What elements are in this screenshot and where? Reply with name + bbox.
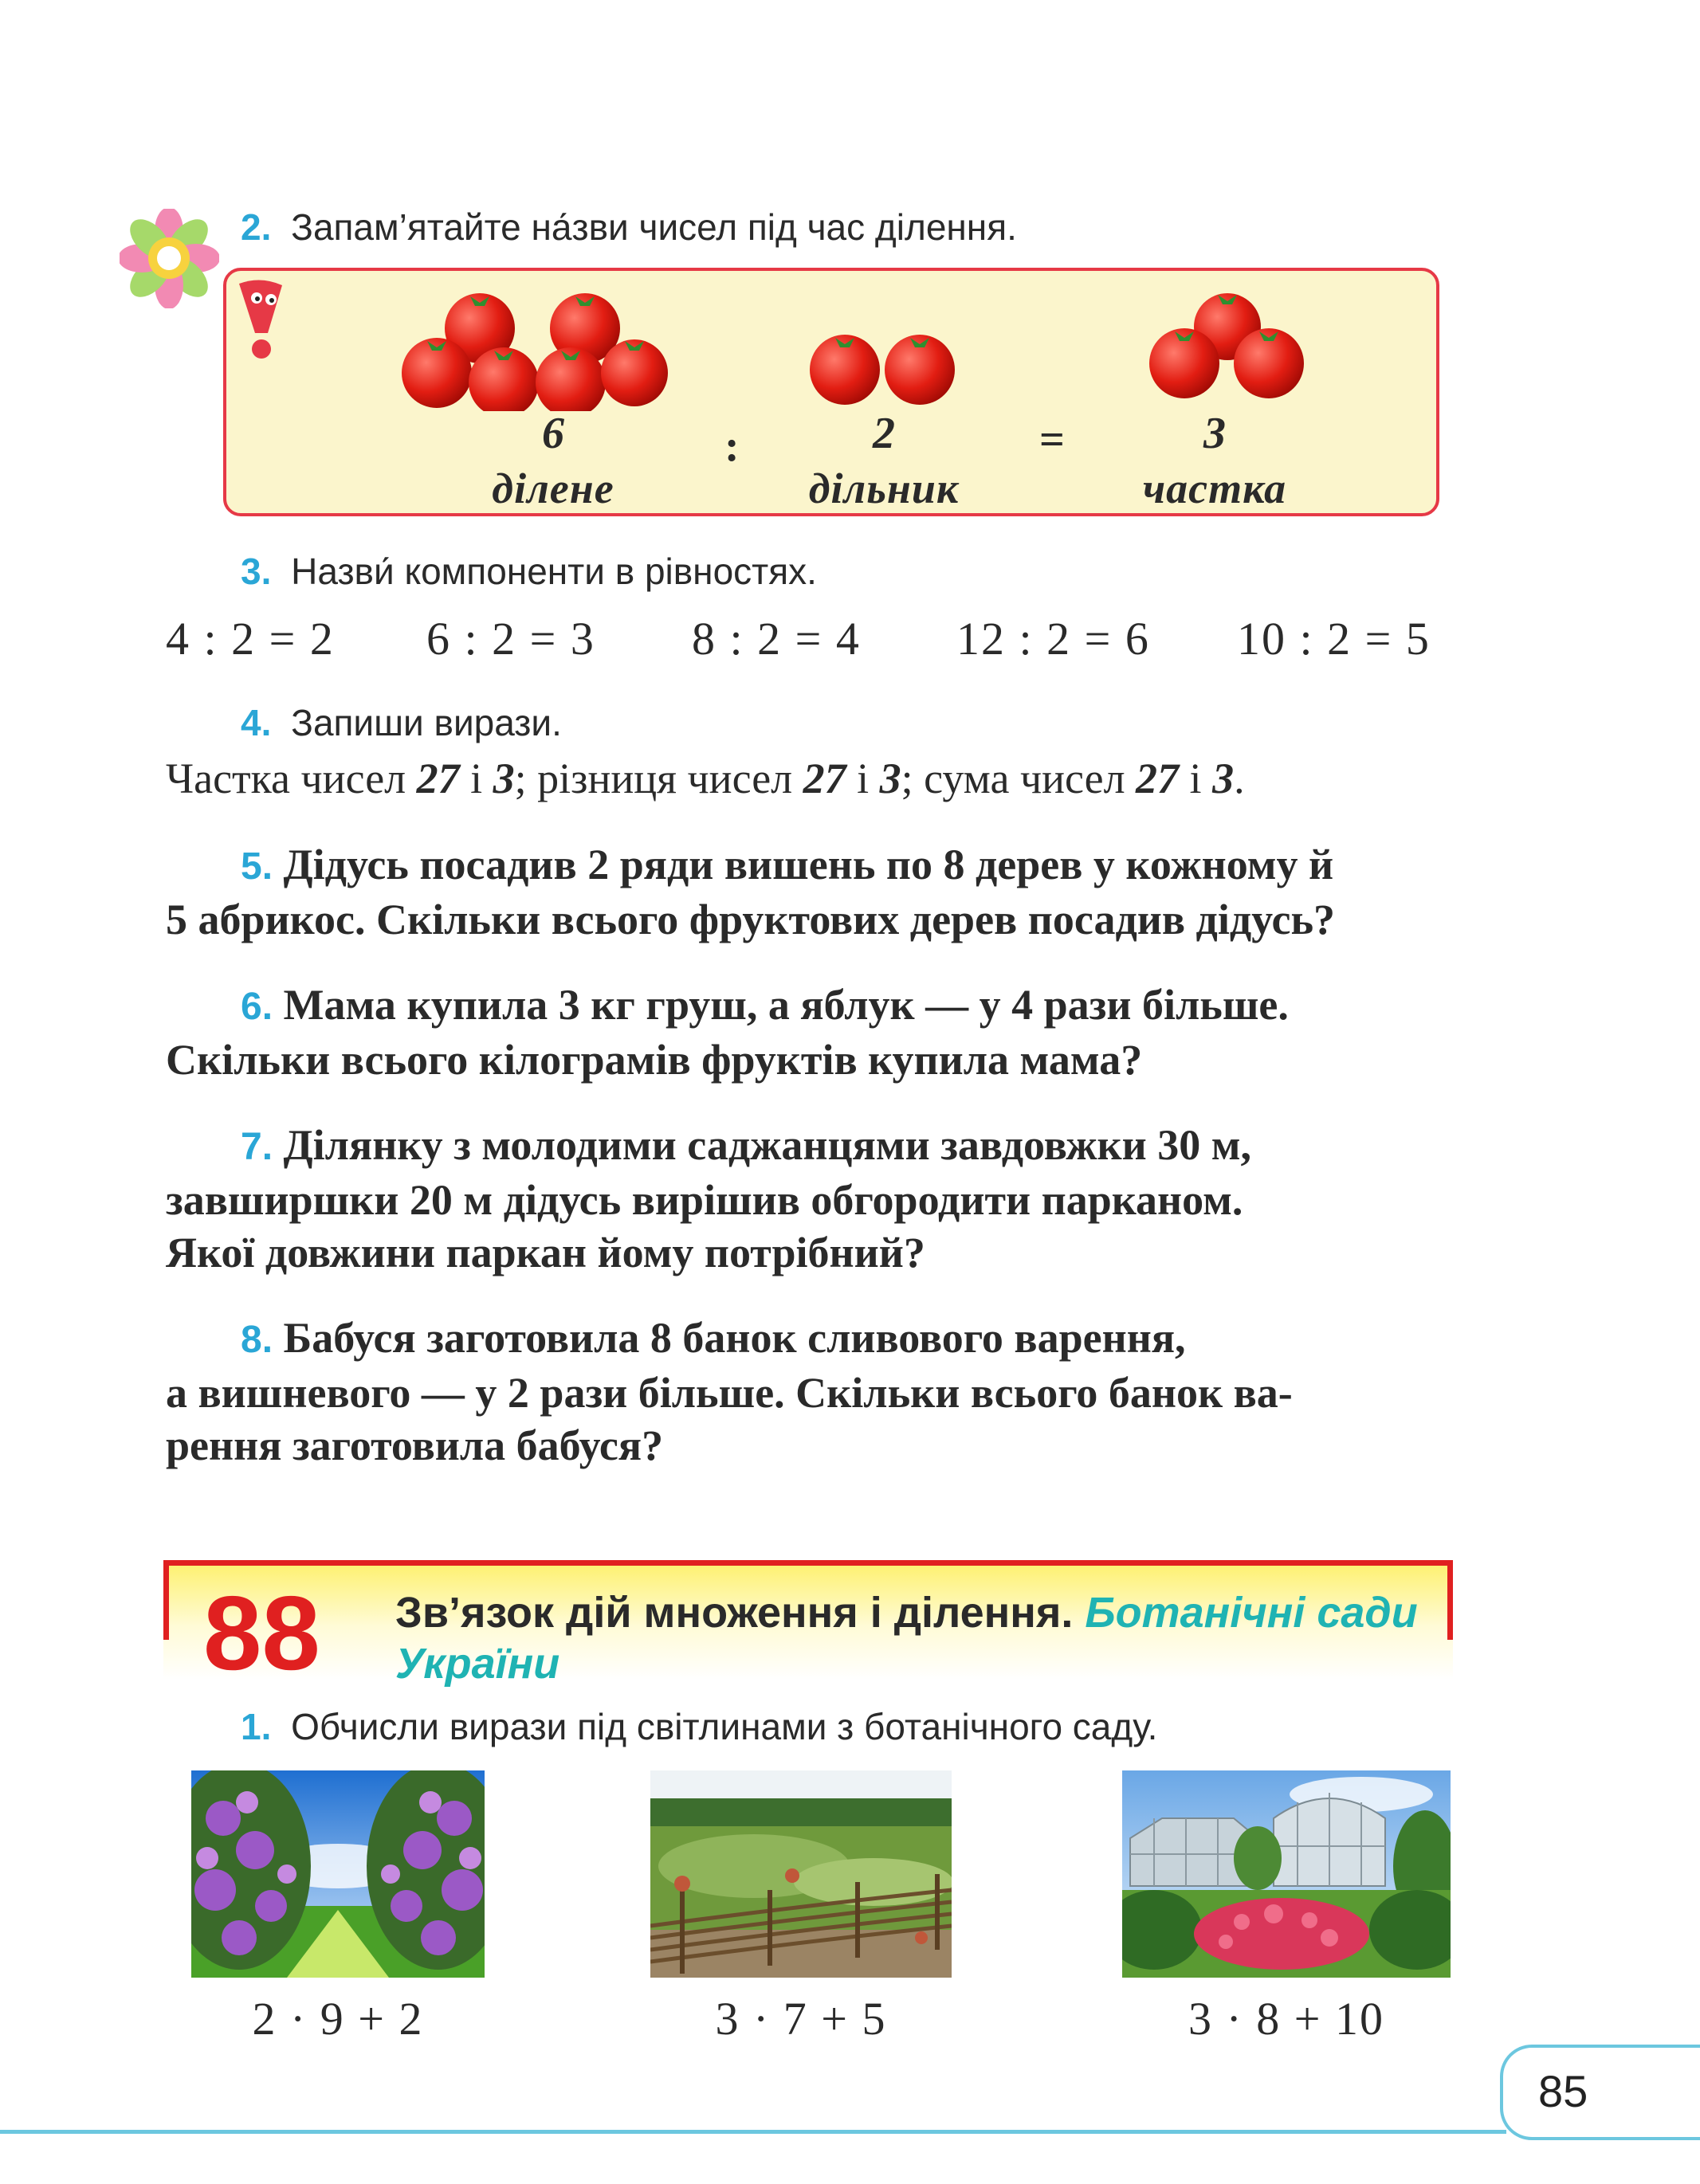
wattle-fence-garden-photo	[650, 1770, 952, 1978]
task-text-line: Скільки всього кілограмів фруктів купила мама?	[166, 1036, 1143, 1084]
equals-sign: =	[1039, 415, 1065, 465]
division-terms-box	[223, 268, 1439, 516]
task-7	[166, 1119, 1457, 1279]
task-text: Запам’ятайте на́зви чисел під час ділення.	[291, 206, 1017, 248]
dividend-term	[434, 408, 673, 513]
task-text-line: а вишневого — у 2 рази більше. Скільки всього банок ва-	[166, 1369, 1293, 1417]
equation: 10 : 2 = 5	[1237, 613, 1431, 665]
task-text-line: Ділянку з молодими саджанцями завдовжки 30 м,	[283, 1121, 1251, 1169]
task-text: Запиши вирази.	[291, 702, 562, 743]
task-number: 2.	[241, 206, 272, 248]
task-text-line: Дідусь посадив 2 ряди вишень по 8 дерев у кожному й	[283, 841, 1334, 888]
tomatoes-two-illustration	[808, 327, 960, 406]
divisor-term	[764, 408, 1003, 513]
task-text-line: завширшки 20 м дідусь вирішив обгородити парканом.	[166, 1176, 1243, 1224]
quotient-term	[1095, 408, 1334, 513]
task-text-line: Бабуся заготовила 8 банок сливового варення,	[283, 1314, 1186, 1362]
task-number: 3.	[241, 551, 272, 592]
division-sign: :	[724, 422, 740, 471]
task-2-heading	[241, 206, 1017, 249]
lesson-title-regular: Зв’язок дій множення і ділення.	[395, 1589, 1086, 1637]
tomatoes-three-illustration	[1148, 284, 1307, 403]
task-text: Назви́ компоненти в рівностях.	[291, 551, 817, 592]
task-number: 4.	[241, 702, 272, 743]
greenhouse-garden-photo	[1122, 1770, 1451, 1978]
exclamation-icon	[233, 276, 289, 363]
equation: 4 : 2 = 2	[166, 613, 335, 665]
lesson-task-1-heading	[241, 1705, 1157, 1748]
page-number-tab	[1500, 2045, 1700, 2140]
task-text-line: 5 абрикос. Скільки всього фруктових дерев посадив дідусь?	[166, 896, 1336, 943]
task-number: 8.	[241, 1319, 273, 1361]
lesson-title	[395, 1587, 1431, 1689]
bottom-rule	[0, 2130, 1506, 2134]
equation: 6 : 2 = 3	[426, 613, 595, 665]
dividend-value: 6	[542, 409, 564, 458]
task-6	[166, 978, 1457, 1086]
quotient-value: 3	[1203, 409, 1226, 458]
equation: 12 : 2 = 6	[956, 613, 1150, 665]
task-5	[166, 838, 1457, 946]
task-text-line: Мама купила 3 кг груш, а яблук — у 4 рази більше.	[283, 981, 1289, 1029]
tomatoes-six-illustration	[400, 284, 671, 411]
page-number: 85	[1538, 2066, 1588, 2116]
task-number: 6.	[241, 986, 273, 1028]
expression-3: 3 · 8 + 10	[1188, 1993, 1385, 2045]
equation: 8 : 2 = 4	[692, 613, 861, 665]
expression-1: 2 · 9 + 2	[252, 1993, 424, 2045]
lesson-number: 88	[203, 1574, 320, 1692]
task-8	[166, 1312, 1457, 1472]
task-number: 7.	[241, 1126, 273, 1168]
task-4-line: Частка чисел 27 і 3; різниця чисел 27 і 3; сума чисел 27 і 3.	[166, 755, 1245, 802]
flower-icon	[120, 209, 219, 308]
task-3-heading	[241, 550, 817, 593]
divisor-label: дільник	[808, 465, 960, 512]
task-text-line: рення заготовила бабуся?	[166, 1421, 664, 1469]
task-number: 1.	[241, 1706, 272, 1747]
expression-2: 3 · 7 + 5	[715, 1993, 887, 2045]
lilac-garden-photo	[191, 1770, 485, 1978]
quotient-label: частка	[1142, 465, 1287, 512]
lesson-title-italic: Ботанічні сади України	[395, 1589, 1418, 1688]
task-4-heading	[241, 701, 562, 744]
dividend-label: ділене	[492, 465, 614, 512]
task-text-line: Якої довжини паркан йому потрібний?	[166, 1229, 925, 1276]
divisor-value: 2	[873, 409, 895, 458]
task-text: Обчисли вирази під світлинами з ботанічного саду.	[291, 1706, 1158, 1747]
task-number: 5.	[241, 845, 273, 888]
